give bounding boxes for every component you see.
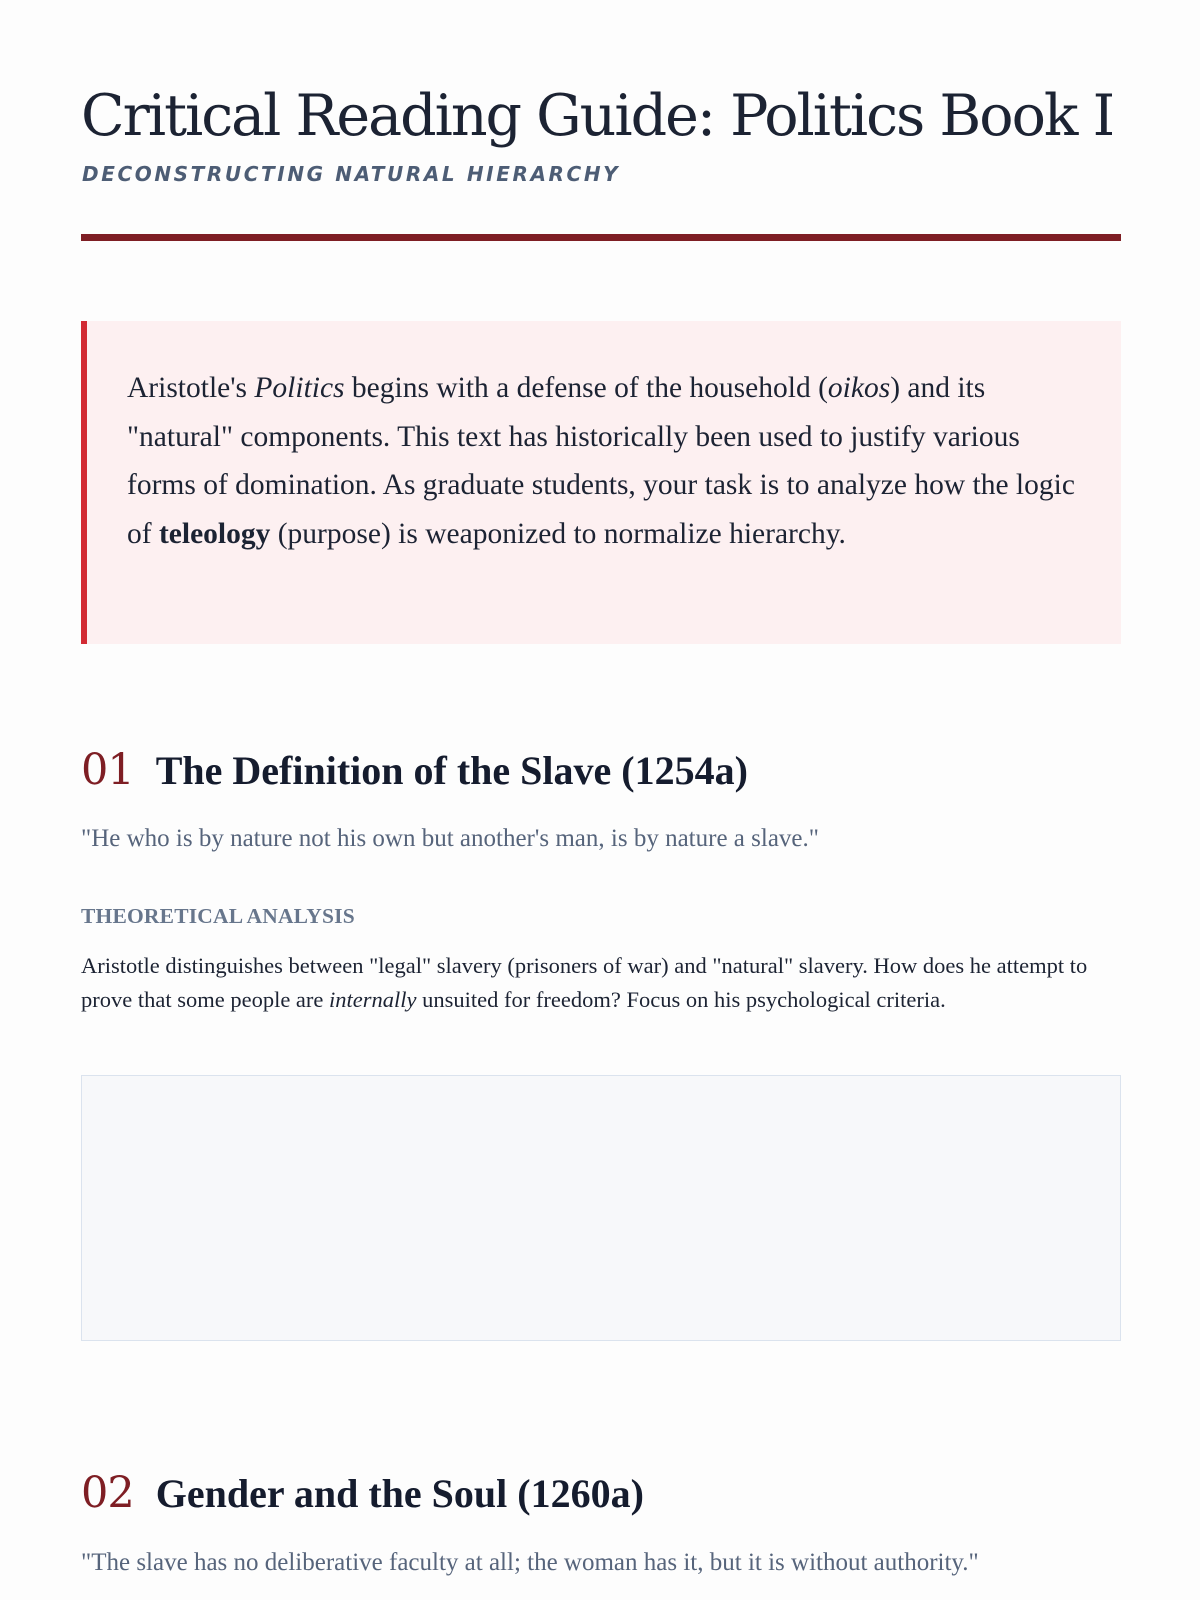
page-subtitle: DECONSTRUCTING NATURAL HIERARCHY: [82, 162, 621, 186]
answer-textarea[interactable]: [81, 1075, 1121, 1341]
section-number: 02: [81, 1468, 134, 1518]
section-quote: "The slave has no deliberative faculty at all; the woman has it, but it is without authority.": [81, 1549, 979, 1576]
analysis-prompt: [81, 949, 1121, 1016]
analysis-text-2: unsuited for freedom? Focus on his psychological criteria.: [416, 986, 946, 1012]
page-title: Critical Reading Guide: Politics Book I: [81, 83, 1114, 149]
intro-oikos: oikos: [827, 372, 891, 404]
section-number: 01: [81, 745, 134, 795]
intro-text-3: ) and its "natural" components. This text has historically been used to justify various forms of domination. As graduate students, your task is to analyze how the logic of: [127, 372, 1075, 550]
analysis-emphasis: internally: [329, 986, 417, 1012]
header-divider: [81, 234, 1121, 241]
intro-text-1: Aristotle's: [127, 372, 255, 404]
section-title: Gender and the Soul (1260a): [155, 1471, 644, 1516]
intro-teleology: teleology: [158, 517, 271, 550]
section-heading-02: [81, 1468, 644, 1518]
section-quote: "He who is by nature not his own but another's man, is by nature a slave.": [81, 825, 819, 852]
analysis-label: THEORETICAL ANALYSIS: [81, 904, 355, 928]
analysis-text-1: Aristotle distinguishes between "legal" slavery (prisoners of war) and "natural" slavery. How does he attempt to prove that some people are: [81, 953, 1088, 1012]
section-title: The Definition of the Slave (1254a): [155, 748, 748, 793]
intro-text-2: begins with a defense of the household (: [344, 372, 828, 404]
intro-text-4: (purpose) is weaponized to normalize hierarchy.: [270, 517, 846, 550]
intro-politics: Politics: [254, 372, 345, 404]
intro-callout: [81, 321, 1121, 644]
section-heading-01: [81, 745, 748, 795]
